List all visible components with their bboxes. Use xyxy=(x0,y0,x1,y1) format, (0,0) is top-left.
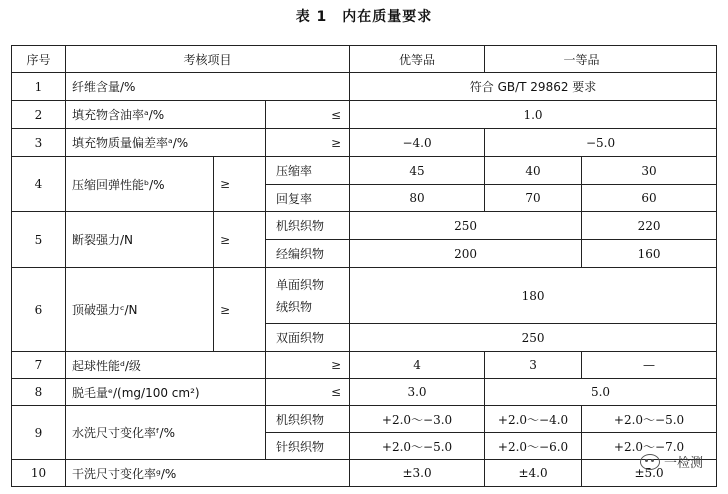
row-item: 起球性能ᵈ/级 xyxy=(66,352,266,379)
row-no: 8 xyxy=(12,379,66,406)
table-title: 表 1 内在质量要求 xyxy=(295,9,433,25)
cell-value: +2.0～−5.0 xyxy=(350,433,485,460)
cell-value: 180 xyxy=(350,268,717,324)
row-item: 压缩回弹性能ᵇ/% xyxy=(66,157,214,212)
row-no: 4 xyxy=(12,157,66,212)
cell-value: 5.0 xyxy=(485,379,717,406)
sub-item: 单面织物 绒织物 xyxy=(266,268,350,324)
table-row xyxy=(12,406,717,433)
sub-item: 经编织物 xyxy=(266,240,350,268)
row-symbol: ≥ xyxy=(266,352,350,379)
table-row xyxy=(12,352,717,379)
header-grade2: 一等品 xyxy=(485,46,717,73)
row-symbol: ≥ xyxy=(214,157,266,212)
cell-value: +2.0～−6.0 xyxy=(485,433,582,460)
table-row xyxy=(12,379,717,406)
table-row xyxy=(12,73,717,101)
row-no: 1 xyxy=(12,73,66,101)
row-no: 5 xyxy=(12,212,66,268)
row-no: 2 xyxy=(12,101,66,129)
sub-item: 回复率 xyxy=(266,185,350,212)
row-symbol: ≤ xyxy=(266,379,350,406)
cell-value: 200 xyxy=(350,240,582,268)
cell-value: 220 xyxy=(582,212,717,240)
cell-value: ±5.0 xyxy=(582,460,717,487)
row-value-grade1: −4.0 xyxy=(350,129,485,157)
table-row xyxy=(12,460,717,487)
row-value: 符合 GB/T 29862 要求 xyxy=(350,73,717,101)
row-no: 7 xyxy=(12,352,66,379)
header-no: 序号 xyxy=(12,46,66,73)
row-no: 6 xyxy=(12,268,66,352)
cell-value: 30 xyxy=(582,157,717,185)
cell-value: 160 xyxy=(582,240,717,268)
row-item: 水洗尺寸变化率ᶠ/% xyxy=(66,406,266,460)
sub-item: 机织织物 xyxy=(266,212,350,240)
row-item: 干洗尺寸变化率ᵍ/% xyxy=(66,460,350,487)
cell-value: 40 xyxy=(485,157,582,185)
row-item: 脱毛量ᵉ/(mg/100 cm²) xyxy=(66,379,266,406)
cell-value: 70 xyxy=(485,185,582,212)
sub-item: 针织织物 xyxy=(266,433,350,460)
table-row xyxy=(12,212,717,240)
row-value: 1.0 xyxy=(350,101,717,129)
cell-value: 4 xyxy=(350,352,485,379)
row-value-grade2-3: −5.0 xyxy=(485,129,717,157)
header-grade1: 优等品 xyxy=(350,46,485,73)
table-row xyxy=(12,101,717,129)
cell-value: 45 xyxy=(350,157,485,185)
cell-value: +2.0～−7.0 xyxy=(582,433,717,460)
row-symbol: ≥ xyxy=(214,268,266,352)
cell-value: 250 xyxy=(350,212,582,240)
cell-value: +2.0～−5.0 xyxy=(582,406,717,433)
row-symbol: ≥ xyxy=(214,212,266,268)
cell-value: 3.0 xyxy=(350,379,485,406)
row-no: 9 xyxy=(12,406,66,460)
watermark xyxy=(640,452,703,471)
quality-requirements-table xyxy=(11,45,717,487)
wechat-icon xyxy=(640,454,660,470)
row-symbol: ≤ xyxy=(266,101,350,129)
cell-value: ±4.0 xyxy=(485,460,582,487)
row-item: 填充物质量偏差率ᵃ/% xyxy=(66,129,266,157)
cell-value: 250 xyxy=(350,324,717,352)
cell-value: +2.0～−3.0 xyxy=(350,406,485,433)
table-row xyxy=(12,268,717,324)
watermark-text: 一检测 xyxy=(664,456,704,471)
table-row xyxy=(12,157,717,185)
sub-item: 双面织物 xyxy=(266,324,350,352)
table-row xyxy=(12,129,717,157)
cell-value: +2.0～−4.0 xyxy=(485,406,582,433)
row-no: 10 xyxy=(12,460,66,487)
row-item: 顶破强力ᶜ/N xyxy=(66,268,214,352)
row-item: 纤维含量/% xyxy=(66,73,350,101)
cell-value: ±3.0 xyxy=(350,460,485,487)
sub-item: 压缩率 xyxy=(266,157,350,185)
cell-value: 3 xyxy=(485,352,582,379)
row-symbol: ≥ xyxy=(266,129,350,157)
row-item: 断裂强力/N xyxy=(66,212,214,268)
cell-value: 60 xyxy=(582,185,717,212)
cell-value: — xyxy=(582,352,717,379)
row-no: 3 xyxy=(12,129,66,157)
header-item: 考核项目 xyxy=(66,46,350,73)
sub-item: 机织织物 xyxy=(266,406,350,433)
cell-value: 80 xyxy=(350,185,485,212)
row-item: 填充物含油率ᵃ/% xyxy=(66,101,266,129)
